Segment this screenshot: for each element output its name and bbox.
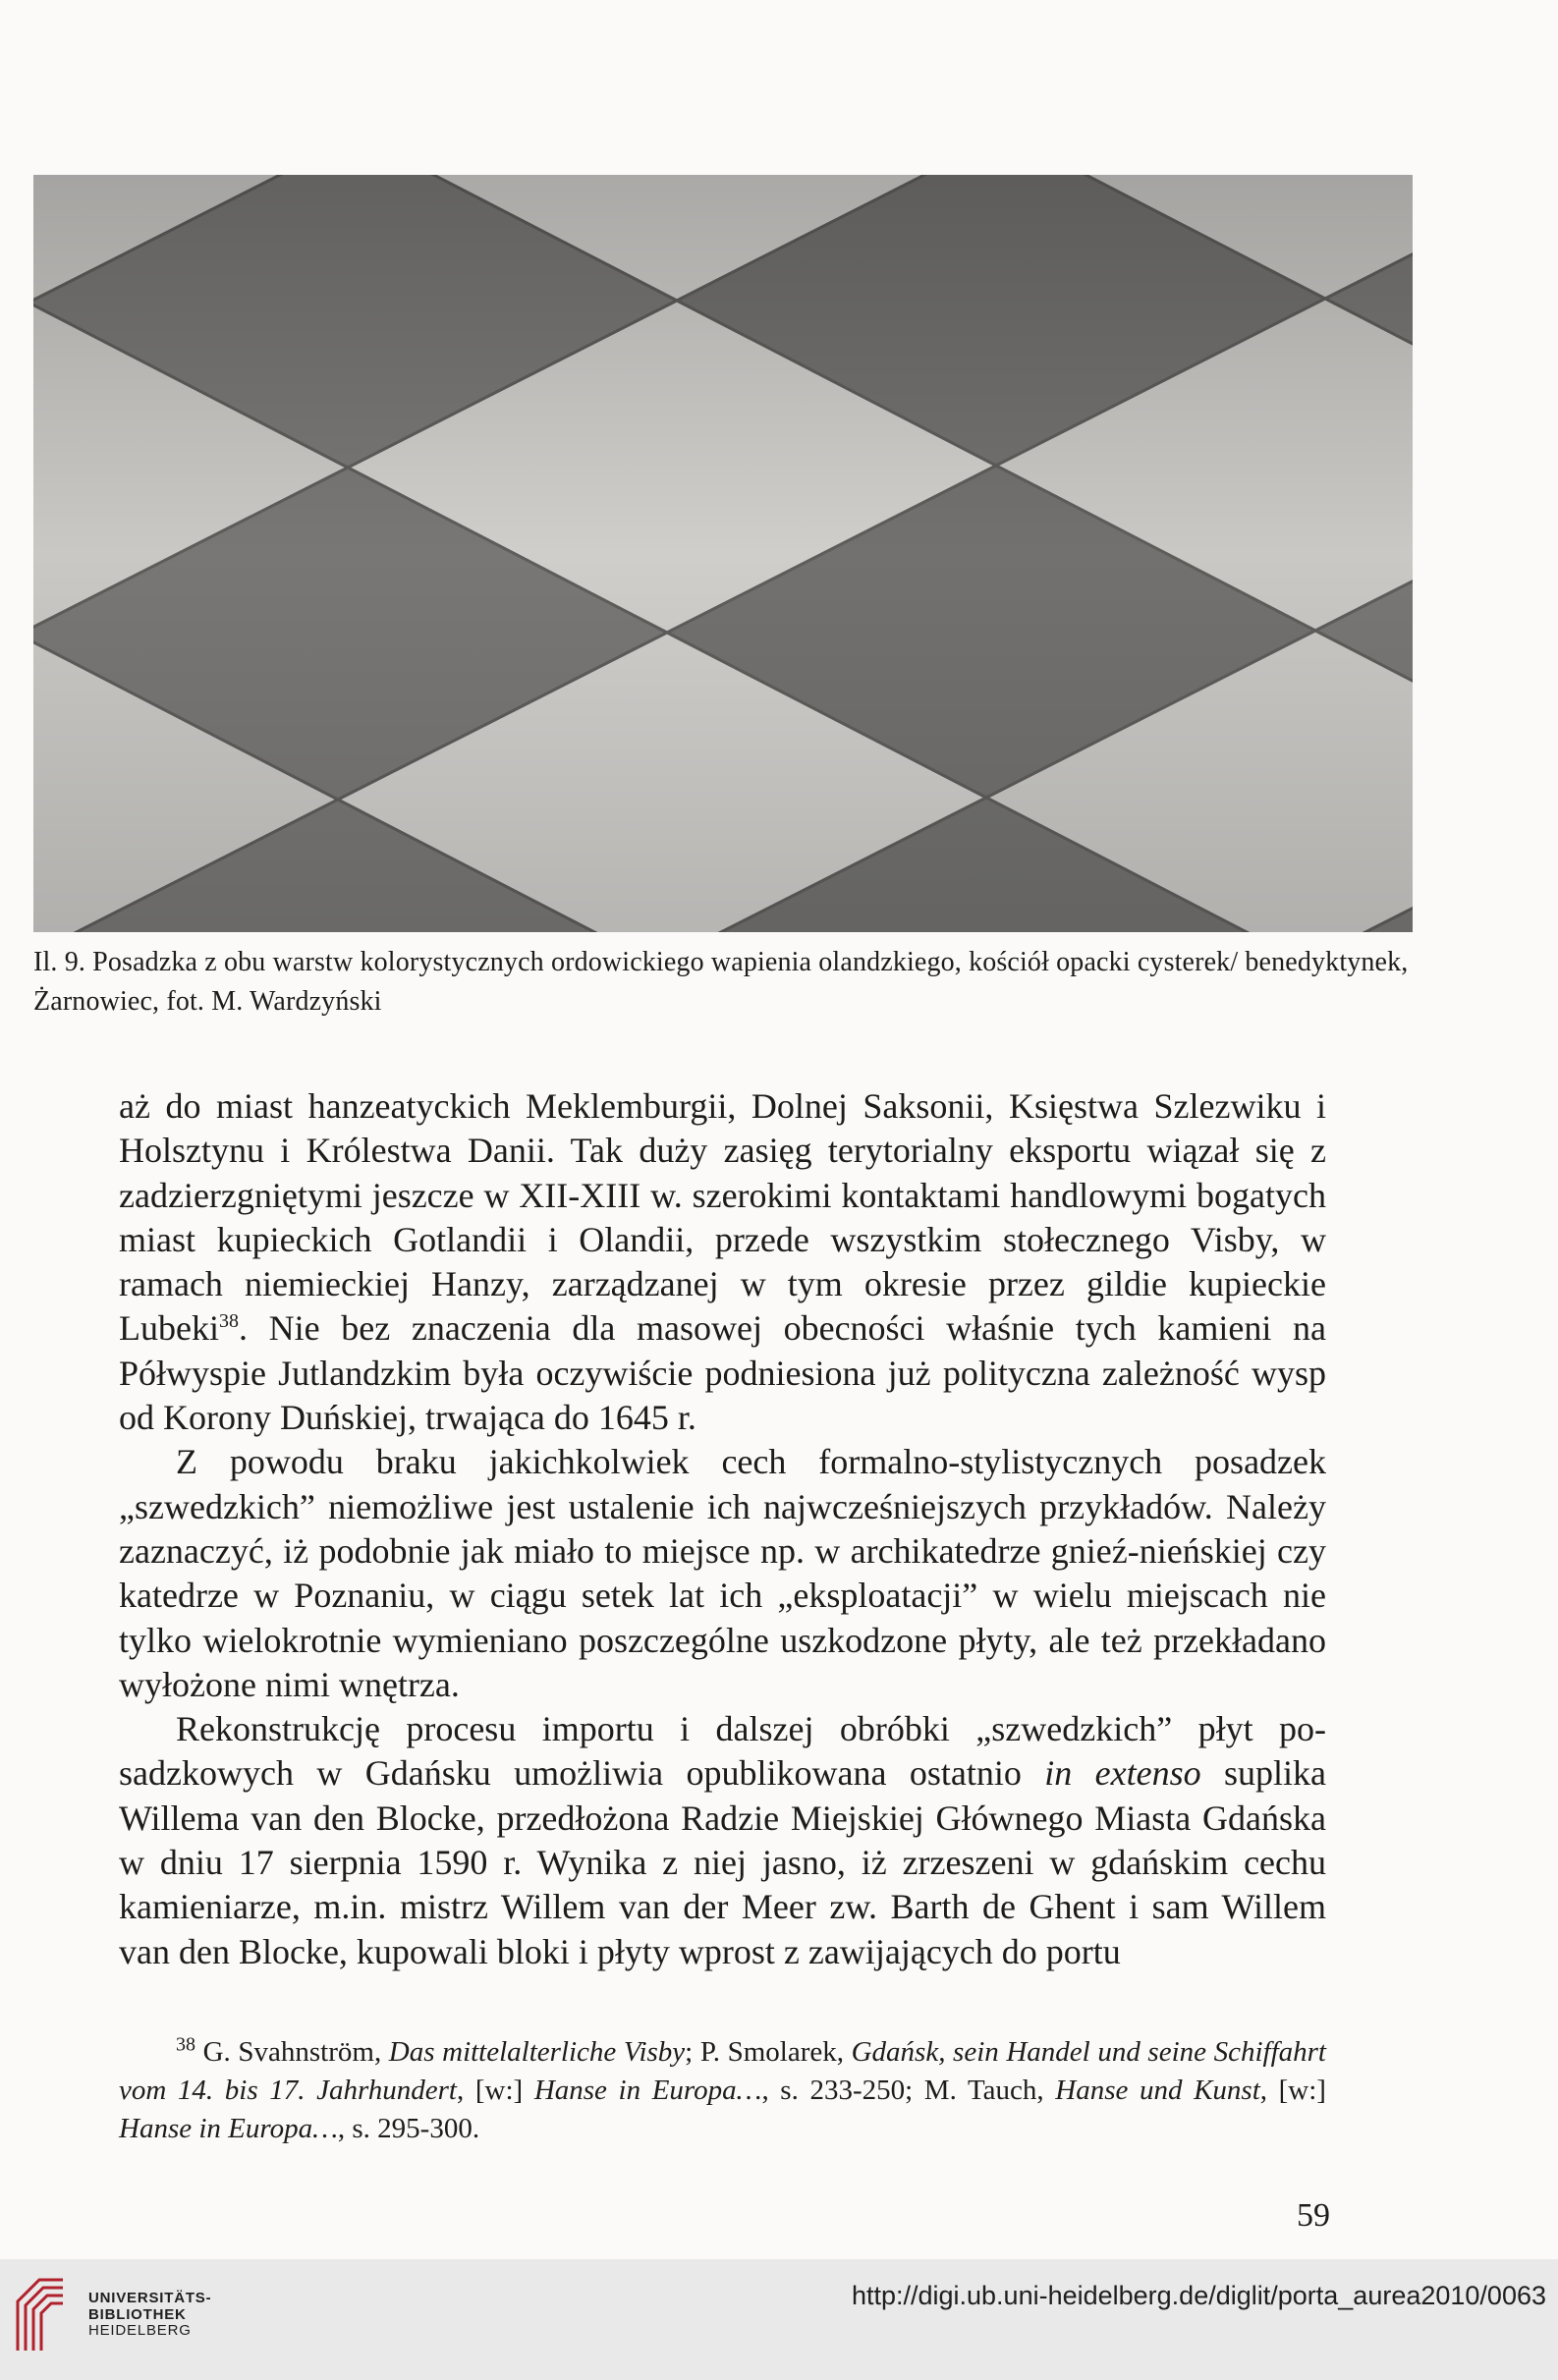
ub-heidelberg-logo-icon[interactable]	[14, 2276, 73, 2354]
footnote-number: 38	[176, 2033, 195, 2056]
paragraph: Rekonstrukcję procesu importu i dalszej obróbki „szwedzkich” płyt po-sadzkowych w Gdańsku umożliwia opublikowana ostatnio in extenso suplika Willema van den Blocke, przedłożona Radzie Miejskiej Głównego Miasta Gdańska w dniu 17 sierpnia 1590 r. Wynika z niej jasno, iż zrzeszeni w gdańskim cechu kamieniarze, m.in. mistrz Willem van der Meer zw. Barth de Ghent i sam Willem van den Blocke, kupowali bloki i płyty wprost z zawijających do portu	[119, 1709, 1327, 1971]
paragraph: aż do miast hanzeatyckich Meklemburgii, Dolnej Saksonii, Księstwa Szlezwiku i Holsztynu i Królestwa Danii. Tak duży zasięg terytorialny eksportu wiązał się z zadzierzgniętymi jeszcze w XII-XIII w. szerokimi kontaktami handlowymi bogatych miast kupieckich Gotlandii i Olandii, przede wszystkim stołecznego Visby, w ramach niemieckiej Hanzy, zarządzanej w tym okresie przez gildie kupieckie Lubeki$^{38}$. Nie bez znaczenia dla masowej obecności właśnie tych kamieni na Półwyspie Jutlandzkim była oczywiście podniesiona już polityczna zależność wysp od Korony Duńskiej, trwająca do 1645 r.	[119, 1086, 1326, 1438]
footnote: $^{38}$ G. Svahnström, Das mittelalterliche Visby; P. Smolarek, Gdańsk, sein Handel und seine Schiffahrt vom 14. bis 17. Jahrhundert, [w:] Hanse in Europa…, s. 233-250; M. Tauch, Hanse und Kunst, [w:] Hanse in Europa…, s. 295-300.	[119, 2033, 1326, 2144]
library-name: UNIVERSITÄTS- BIBLIOTHEK HEIDELBERG	[88, 2290, 212, 2339]
floor-tiles-photo	[33, 175, 1413, 932]
digital-library-footer	[0, 2259, 1558, 2380]
paragraph: Z powodu braku jakichkolwiek cech formalno-stylistycznych posadzek „szwedzkich” niemożliwe jest ustalenie ich najwcześniejszych przykładów. Należy zaznaczyć, iż podobnie jak miało to miejsce np. w archikatedrze gnieź-nieńskiej czy katedrze w Poznaniu, w ciągu setek lat ich „eksploatacji” w wielu miejscach nie tylko wielokrotnie wymieniano poszczególne uszkodzone płyty, ale też przekładano wyłożone nimi wnętrza.	[119, 1442, 1326, 1704]
main-text	[119, 1084, 1326, 1974]
page-number: 59	[1297, 2197, 1330, 2234]
source-url-link[interactable]: http://digi.ub.uni-heidelberg.de/diglit/porta_aurea2010/0063	[851, 2281, 1546, 2310]
footnote-ref[interactable]: 38	[218, 1310, 239, 1333]
figure-caption: Il. 9. Posadzka z obu warstw kolorystycznych ordowickiego wapienia olandzkiego, kościół opacki cysterek/ benedyktynek, Żarnowiec, fot. M. Wardzyński	[33, 947, 1409, 1017]
